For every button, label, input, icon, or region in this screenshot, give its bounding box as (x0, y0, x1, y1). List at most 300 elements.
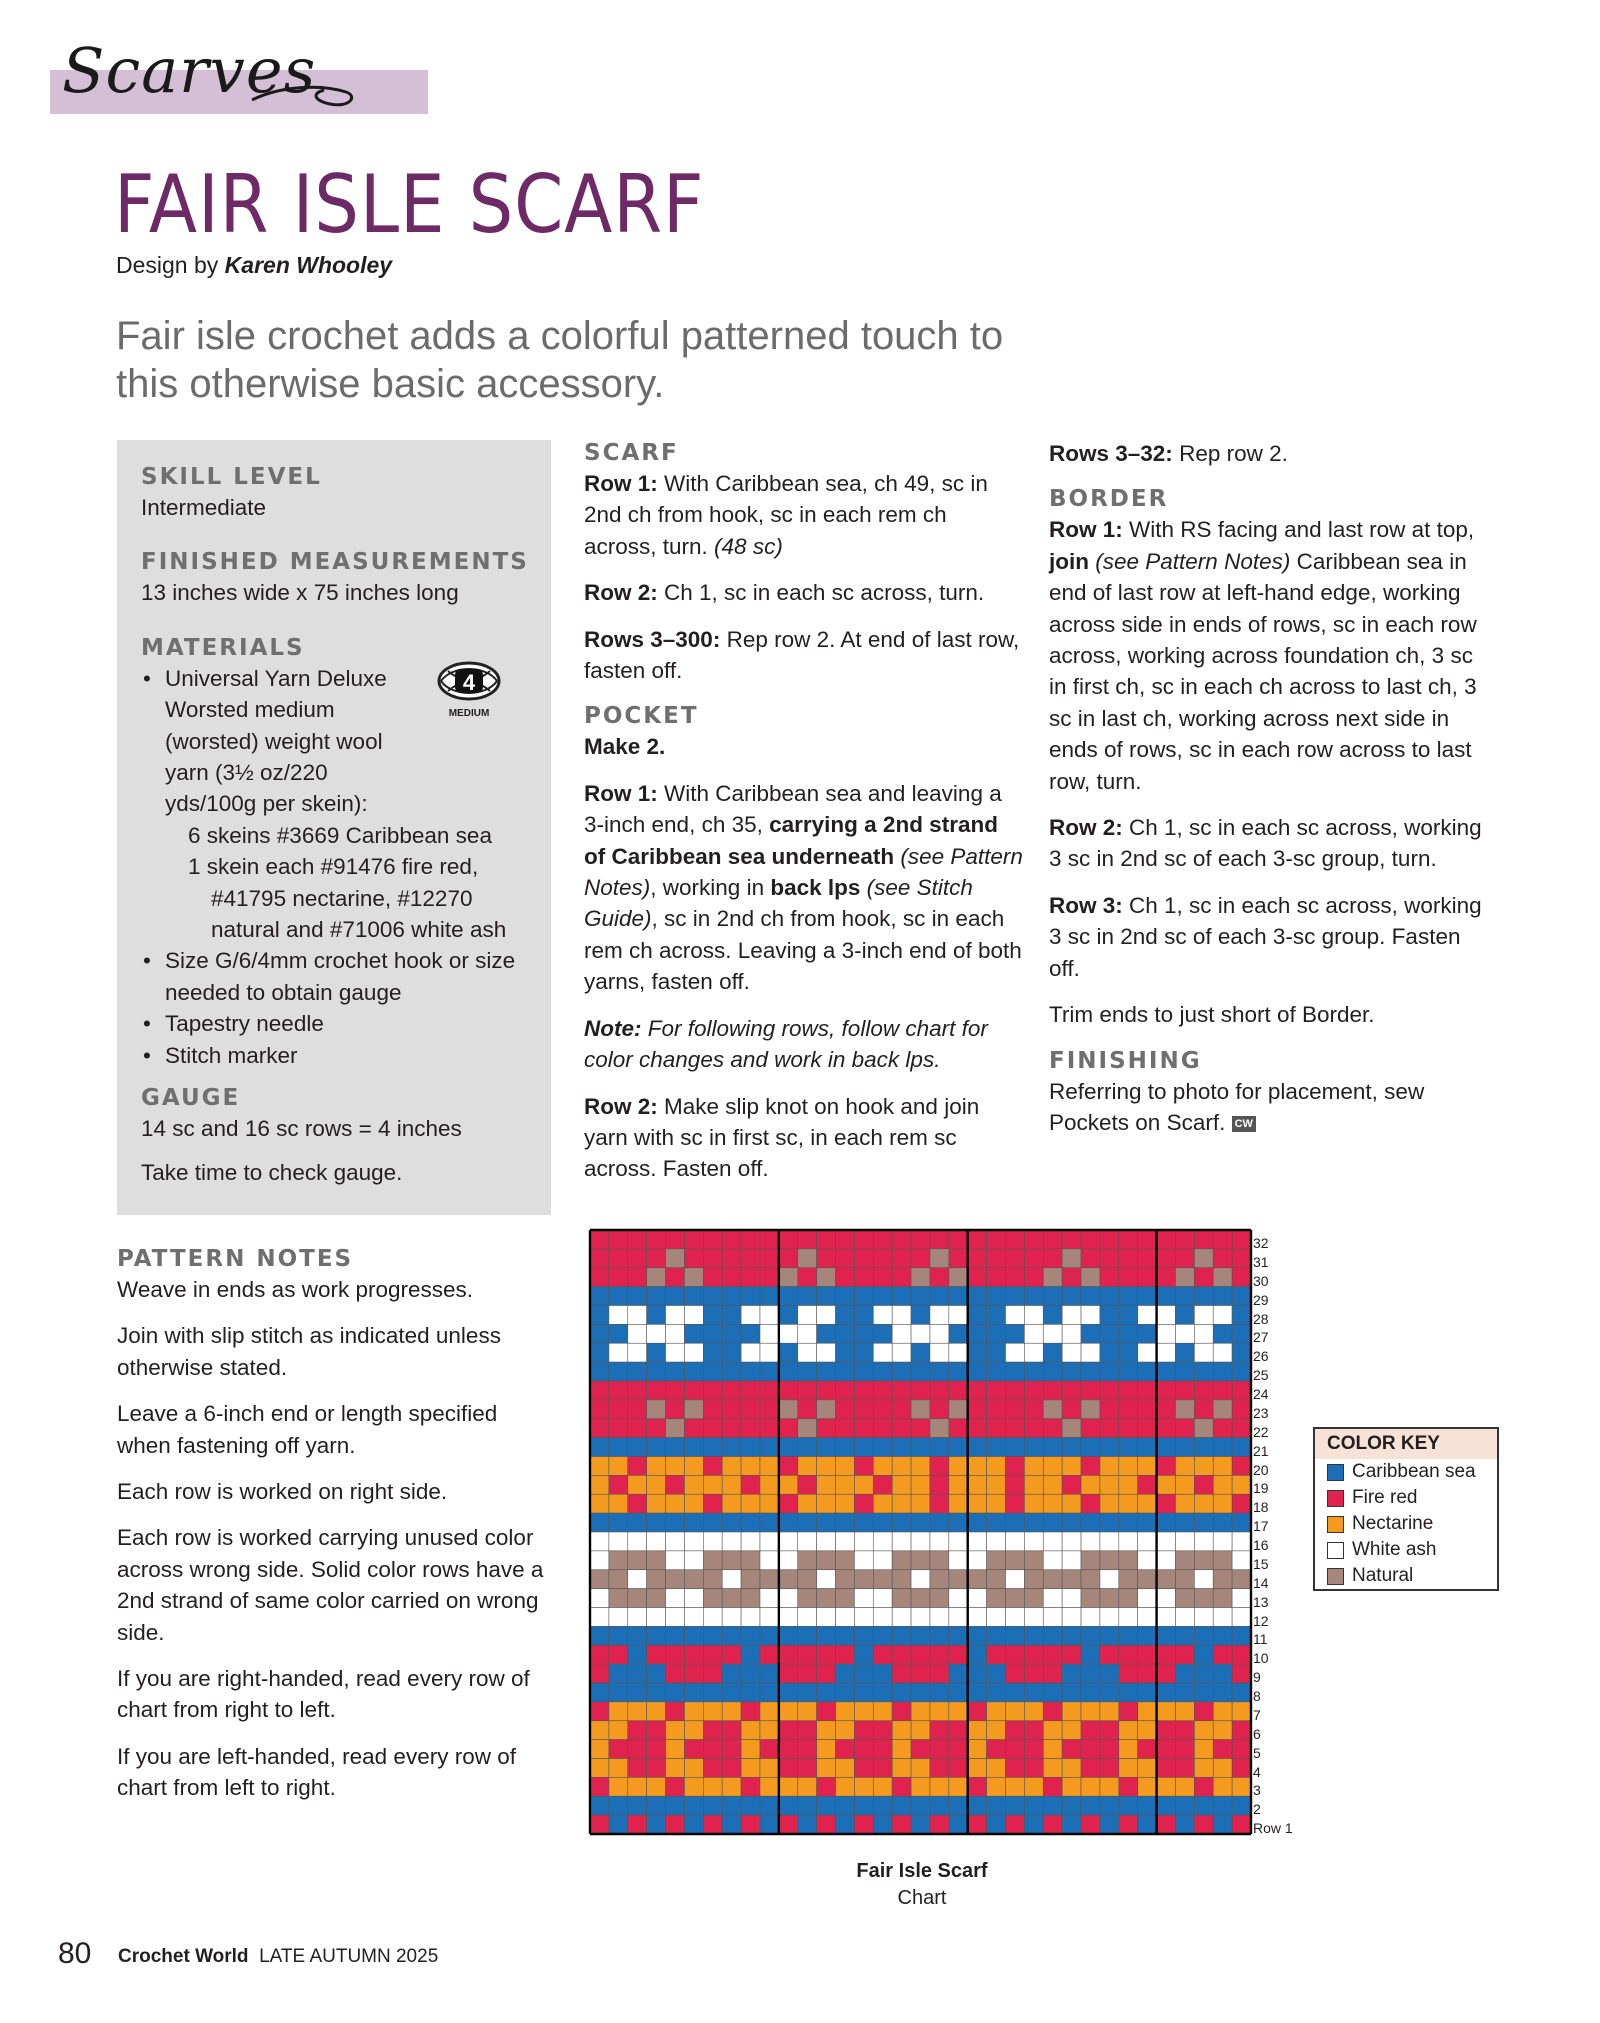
gauge-heading: GAUGE (141, 1085, 241, 1112)
chart-cell (1138, 1268, 1157, 1287)
chart-cell (1213, 1230, 1232, 1249)
chart-cell (873, 1400, 892, 1419)
chart-cell (590, 1343, 609, 1362)
chart-cell (968, 1589, 987, 1608)
chart-cell (722, 1815, 741, 1834)
chart-cell (1005, 1362, 1024, 1381)
pocket-rows-3-32: Rows 3–32: Rep row 2. (1049, 441, 1288, 466)
chart-cell (684, 1532, 703, 1551)
chart-cell (1005, 1532, 1024, 1551)
chart-cell (798, 1702, 817, 1721)
chart-cell (684, 1324, 703, 1343)
chart-cell (1138, 1815, 1157, 1834)
chart-cell (817, 1608, 836, 1627)
chart-cell (1157, 1815, 1176, 1834)
chart-cell (703, 1551, 722, 1570)
chart-cell (1138, 1645, 1157, 1664)
chart-cell (647, 1287, 666, 1306)
chart-cell (1194, 1513, 1213, 1532)
border-row-1: Row 1: With RS facing and last row at top, join (see Pattern Notes) Caribbean sea in end of last row at left-hand edge, working across side in ends of rows, sc in each row across, working across foundation ch, 3 sc in first ch, sc in each ch across to last ch, 3 sc in last ch, working across next side in ends of rows, sc in each row across to last row, turn. (1049, 517, 1477, 794)
chart-cell (1043, 1683, 1062, 1702)
chart-cell (1175, 1626, 1194, 1645)
chart-cell (1232, 1532, 1251, 1551)
chart-cell (684, 1796, 703, 1815)
chart-cell (1081, 1268, 1100, 1287)
chart-cell (1138, 1683, 1157, 1702)
chart-cell (892, 1457, 911, 1476)
chart-cell (760, 1438, 779, 1457)
chart-cell (817, 1381, 836, 1400)
chart-cell (1043, 1815, 1062, 1834)
chart-cell (1005, 1796, 1024, 1815)
chart-cell (1138, 1626, 1157, 1645)
chart-row-number: 20 (1253, 1461, 1269, 1478)
chart-cell (609, 1400, 628, 1419)
scarf-rows-3-300: Rows 3–300: Rep row 2. At end of last row, fasten off. (584, 626, 1020, 684)
chart-cell (854, 1532, 873, 1551)
chart-cell (836, 1570, 855, 1589)
chart-cell (798, 1777, 817, 1796)
chart-cell (741, 1381, 760, 1400)
chart-cell (779, 1438, 798, 1457)
chart-cell (836, 1702, 855, 1721)
chart-cell (968, 1796, 987, 1815)
chart-cell (1119, 1324, 1138, 1343)
chart-row-number: 18 (1253, 1499, 1269, 1516)
chart-cell (1194, 1494, 1213, 1513)
chart-cell (854, 1419, 873, 1438)
chart-cell (760, 1626, 779, 1645)
chart-cell (703, 1796, 722, 1815)
chart-cell (1119, 1815, 1138, 1834)
chart-cell (968, 1570, 987, 1589)
note-7: If you are left-handed, read every row of chart from left to right. (117, 1743, 516, 1801)
chart-cell (1024, 1438, 1043, 1457)
chart-cell (722, 1589, 741, 1608)
color-key-item (1315, 1537, 1497, 1563)
chart-cell (1175, 1532, 1194, 1551)
chart-cell (1194, 1702, 1213, 1721)
chart-cell (760, 1400, 779, 1419)
chart-cell (722, 1608, 741, 1627)
chart-cell (892, 1400, 911, 1419)
chart-cell (892, 1683, 911, 1702)
color-name: Caribbean sea (1352, 1461, 1476, 1482)
chart-cell (817, 1570, 836, 1589)
finished-measurements-heading: FINISHED MEASUREMENTS (141, 549, 529, 576)
chart-cell (684, 1457, 703, 1476)
chart-cell (684, 1381, 703, 1400)
chart-cell (1119, 1494, 1138, 1513)
chart-cell (1157, 1796, 1176, 1815)
chart-cell (1194, 1683, 1213, 1702)
chart-cell (1119, 1551, 1138, 1570)
chart-cell (1043, 1230, 1062, 1249)
chart-cell (779, 1740, 798, 1759)
chart-cell (741, 1532, 760, 1551)
chart-cell (1213, 1721, 1232, 1740)
chart-cell (741, 1343, 760, 1362)
chart-cell (628, 1419, 647, 1438)
chart-cell (968, 1400, 987, 1419)
color-key (1313, 1427, 1499, 1591)
pattern-notes (117, 1244, 547, 1819)
chart-cell (1005, 1702, 1024, 1721)
chart-cell (817, 1306, 836, 1325)
chart-cell (1194, 1230, 1213, 1249)
chart-cell (911, 1475, 930, 1494)
color-key-item (1315, 1563, 1497, 1589)
chart-cell (949, 1589, 968, 1608)
chart-cell (798, 1457, 817, 1476)
chart-cell (1119, 1438, 1138, 1457)
chart-cell (854, 1702, 873, 1721)
chart-cell (1100, 1343, 1119, 1362)
chart-cell (949, 1343, 968, 1362)
chart-cell (722, 1475, 741, 1494)
chart-cell (760, 1796, 779, 1815)
chart-cell (817, 1815, 836, 1834)
chart-cell (817, 1230, 836, 1249)
chart-cell (722, 1343, 741, 1362)
chart-cell (628, 1457, 647, 1476)
chart-cell (1157, 1362, 1176, 1381)
chart-cell (779, 1683, 798, 1702)
chart-cell (854, 1287, 873, 1306)
chart-cell (1175, 1475, 1194, 1494)
chart-cell (817, 1721, 836, 1740)
chart-cell (1232, 1702, 1251, 1721)
chart-cell (647, 1494, 666, 1513)
chart-cell (590, 1589, 609, 1608)
chart-cell (1081, 1702, 1100, 1721)
chart-cell (1232, 1249, 1251, 1268)
skill-level: Intermediate (141, 495, 267, 520)
chart-cell (1005, 1475, 1024, 1494)
chart-cell (854, 1306, 873, 1325)
chart-cell (911, 1721, 930, 1740)
chart-cell (968, 1343, 987, 1362)
chart-cell (1024, 1570, 1043, 1589)
chart-cell (741, 1759, 760, 1778)
chart-cell (930, 1287, 949, 1306)
chart-cell (741, 1400, 760, 1419)
chart-cell (609, 1777, 628, 1796)
pocket-note: Note: For following rows, follow chart for color changes and work in back lps. (584, 1015, 988, 1073)
chart-cell (892, 1287, 911, 1306)
chart-cell (968, 1287, 987, 1306)
chart-cell (911, 1400, 930, 1419)
chart-cell (836, 1249, 855, 1268)
chart-cell (854, 1796, 873, 1815)
chart-cell (1062, 1589, 1081, 1608)
chart-cell (779, 1759, 798, 1778)
chart-cell (873, 1721, 892, 1740)
chart-cell (911, 1457, 930, 1476)
chart-cell (609, 1626, 628, 1645)
chart-cell (968, 1626, 987, 1645)
chart-cell (1232, 1570, 1251, 1589)
chart-cell (1100, 1494, 1119, 1513)
chart-cell (666, 1570, 685, 1589)
chart-cell (628, 1721, 647, 1740)
chart-cell (1043, 1759, 1062, 1778)
chart-row-number: 2 (1253, 1801, 1261, 1818)
chart-cell (609, 1381, 628, 1400)
chart-cell (590, 1759, 609, 1778)
chart-row-number: 30 (1253, 1272, 1269, 1289)
chart-cell (1119, 1419, 1138, 1438)
chart-cell (1024, 1626, 1043, 1645)
chart-cell (1194, 1608, 1213, 1627)
chart-cell (854, 1438, 873, 1457)
chart-cell (647, 1589, 666, 1608)
chart-cell (930, 1702, 949, 1721)
chart-cell (609, 1457, 628, 1476)
note-1: Weave in ends as work progresses. (117, 1277, 474, 1302)
chart-cell (968, 1645, 987, 1664)
chart-cell (684, 1475, 703, 1494)
chart-cell (722, 1287, 741, 1306)
chart-cell (741, 1438, 760, 1457)
chart-cell (930, 1683, 949, 1702)
chart-cell (836, 1324, 855, 1343)
chart-cell (628, 1381, 647, 1400)
chart-cell (684, 1702, 703, 1721)
chart-cell (892, 1438, 911, 1457)
chart-cell (741, 1268, 760, 1287)
chart-cell (987, 1551, 1006, 1570)
chart-cell (987, 1287, 1006, 1306)
chart-cell (703, 1815, 722, 1834)
chart-cell (949, 1664, 968, 1683)
chart-cell (779, 1796, 798, 1815)
chart-cell (854, 1400, 873, 1419)
chart-cell (1100, 1796, 1119, 1815)
chart-cell (930, 1494, 949, 1513)
chart-cell (1194, 1306, 1213, 1325)
chart-cell (1062, 1400, 1081, 1419)
chart-cell (666, 1702, 685, 1721)
chart-cell (760, 1287, 779, 1306)
chart-cell (684, 1570, 703, 1589)
chart-cell (1157, 1419, 1176, 1438)
chart-cell (1100, 1475, 1119, 1494)
chart-cell (1119, 1721, 1138, 1740)
chart-cell (760, 1551, 779, 1570)
pocket-row-1: Row 1: With Caribbean sea and leaving a 3-inch end, ch 35, carrying a 2nd strand of Caribbean sea underneath (see Pattern Notes), working in back lps (see Stitch Guide), sc in 2nd ch from hook, sc in each rem ch across. Leaving a 3-inch end of both yarns, fasten off. (584, 780, 1023, 995)
material-yarn-contrast-cont: #41795 nectarine, #12270 natural and #71006 white ash (211, 885, 507, 943)
chart-row-number: 9 (1253, 1669, 1261, 1686)
chart-cell (892, 1570, 911, 1589)
chart-cell (873, 1457, 892, 1476)
chart-cell (1157, 1759, 1176, 1778)
chart-cell (1232, 1287, 1251, 1306)
chart-cell (911, 1664, 930, 1683)
chart-cell (1232, 1721, 1251, 1740)
chart-cell (1194, 1664, 1213, 1683)
chart-cell (854, 1777, 873, 1796)
chart-cell (987, 1457, 1006, 1476)
chart-cell (703, 1343, 722, 1362)
chart-cell (609, 1419, 628, 1438)
chart-cell (817, 1513, 836, 1532)
chart-cell (779, 1551, 798, 1570)
chart-cell (722, 1796, 741, 1815)
chart-cell (1138, 1457, 1157, 1476)
chart-cell (1081, 1796, 1100, 1815)
chart-cell (1194, 1721, 1213, 1740)
chart-cell (1213, 1626, 1232, 1645)
chart-cell (1005, 1645, 1024, 1664)
chart-cell (590, 1513, 609, 1532)
chart-cell (930, 1343, 949, 1362)
chart-cell (609, 1551, 628, 1570)
chart-cell (1100, 1740, 1119, 1759)
chart-cell (873, 1740, 892, 1759)
chart-cell (1100, 1645, 1119, 1664)
chart-cell (1005, 1683, 1024, 1702)
chart-cell (684, 1306, 703, 1325)
chart-cell (779, 1230, 798, 1249)
chart-cell (1232, 1438, 1251, 1457)
chart-cell (779, 1362, 798, 1381)
chart-cell (666, 1494, 685, 1513)
chart-cell (1062, 1721, 1081, 1740)
chart-cell (987, 1249, 1006, 1268)
finished-measurements: 13 inches wide x 75 inches long (141, 580, 459, 606)
chart-cell (722, 1777, 741, 1796)
chart-cell (1024, 1608, 1043, 1627)
chart-cell (854, 1740, 873, 1759)
chart-cell (760, 1608, 779, 1627)
chart-cell (1024, 1494, 1043, 1513)
chart-cell (1213, 1419, 1232, 1438)
chart-cell (1213, 1475, 1232, 1494)
chart-cell (1100, 1702, 1119, 1721)
chart-cell (987, 1362, 1006, 1381)
chart-cell (836, 1683, 855, 1702)
chart-cell (1081, 1400, 1100, 1419)
chart-cell (836, 1721, 855, 1740)
chart-cell (1213, 1381, 1232, 1400)
chart-cell (911, 1438, 930, 1457)
chart-cell (873, 1306, 892, 1325)
chart-cell (1005, 1419, 1024, 1438)
chart-cell (987, 1664, 1006, 1683)
chart-cell (798, 1608, 817, 1627)
chart-cell (968, 1759, 987, 1778)
chart-cell (1213, 1740, 1232, 1759)
chart-cell (968, 1815, 987, 1834)
chart-cell (590, 1230, 609, 1249)
chart-cell (968, 1777, 987, 1796)
chart-cell (1043, 1419, 1062, 1438)
chart-cell (1175, 1457, 1194, 1476)
chart-cell (722, 1721, 741, 1740)
chart-cell (779, 1268, 798, 1287)
chart-cell (836, 1230, 855, 1249)
chart-caption-title: Fair Isle Scarf (856, 1860, 988, 1882)
chart-cell (647, 1268, 666, 1287)
chart-cell (1138, 1740, 1157, 1759)
chart-cell (1062, 1381, 1081, 1400)
chart-cell (1119, 1683, 1138, 1702)
chart-cell (1043, 1570, 1062, 1589)
chart-cell (798, 1362, 817, 1381)
chart-cell (1232, 1589, 1251, 1608)
chart-cell (741, 1362, 760, 1381)
chart-cell (892, 1664, 911, 1683)
chart-cell (1005, 1249, 1024, 1268)
chart-cell (1175, 1664, 1194, 1683)
chart-cell (1175, 1815, 1194, 1834)
chart-cell (1043, 1438, 1062, 1457)
chart-cell (628, 1400, 647, 1419)
chart-cell (1119, 1532, 1138, 1551)
chart-cell (684, 1362, 703, 1381)
material-yarn-main: 6 skeins #3669 Caribbean sea (188, 822, 492, 848)
chart-cell (1005, 1513, 1024, 1532)
chart-cell (703, 1475, 722, 1494)
chart-cell (1157, 1645, 1176, 1664)
chart-cell (1005, 1457, 1024, 1476)
chart-cell (911, 1362, 930, 1381)
chart-cell (1081, 1815, 1100, 1834)
chart-cell (930, 1268, 949, 1287)
chart-cell (1062, 1759, 1081, 1778)
chart-cell (1005, 1230, 1024, 1249)
chart-cell (1138, 1532, 1157, 1551)
chart-cell (817, 1457, 836, 1476)
chart-cell (666, 1287, 685, 1306)
chart-cell (798, 1740, 817, 1759)
chart-cell (892, 1702, 911, 1721)
chart-cell (590, 1362, 609, 1381)
chart-cell (836, 1777, 855, 1796)
chart-cell (779, 1306, 798, 1325)
chart-cell (892, 1626, 911, 1645)
chart-cell (1213, 1683, 1232, 1702)
chart-cell (1138, 1513, 1157, 1532)
chart-cell (949, 1570, 968, 1589)
chart-cell (1005, 1287, 1024, 1306)
chart-cell (666, 1457, 685, 1476)
chart-cell (836, 1475, 855, 1494)
chart-cell (1194, 1381, 1213, 1400)
chart-cell (968, 1249, 987, 1268)
gauge: 14 sc and 16 sc rows = 4 inches (141, 1116, 462, 1142)
chart-cell (779, 1721, 798, 1740)
page-number: 80 (58, 1937, 92, 1970)
chart-cell (1062, 1664, 1081, 1683)
chart-cell (1175, 1645, 1194, 1664)
chart-cell (760, 1381, 779, 1400)
material-hook: • Size G/6/4mm crochet hook or size needed to obtain gauge (141, 945, 541, 1008)
chart-cell (666, 1759, 685, 1778)
intro-deck: Fair isle crochet adds a colorful patterned touch to this otherwise basic accessory. (116, 314, 1004, 406)
chart-cell (968, 1475, 987, 1494)
chart-cell (609, 1815, 628, 1834)
chart-cell (987, 1494, 1006, 1513)
chart-cell (1119, 1457, 1138, 1476)
chart-cell (1119, 1702, 1138, 1721)
chart-cell (1232, 1343, 1251, 1362)
chart-cell (911, 1287, 930, 1306)
chart-cell (741, 1287, 760, 1306)
chart-cell (1138, 1324, 1157, 1343)
page-title: FAIR ISLE SCARF (114, 158, 705, 251)
